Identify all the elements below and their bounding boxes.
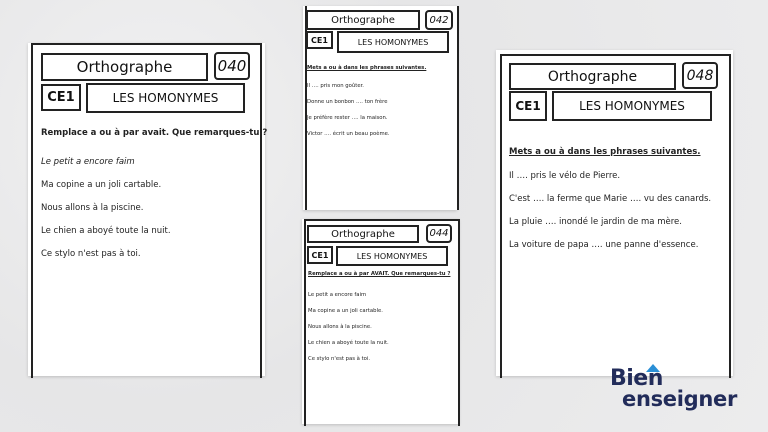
worksheet-number: 040 xyxy=(214,52,250,80)
worksheet-card-048 xyxy=(496,50,733,376)
exercise-sentence: Il …. pris le vélo de Pierre. xyxy=(509,171,621,181)
exercise-sentence: Ma copine a un joli cartable. xyxy=(308,308,383,314)
exercise-sentence: C'est …. la ferme que Marie …. vu des canards. xyxy=(509,194,712,204)
exercise-sentence: Victor …. écrit un beau poème. xyxy=(307,131,390,137)
exercise-sentence: Le chien a aboyé toute la nuit. xyxy=(41,226,171,236)
exercise-instruction: Remplace a ou à par avait. Que remarques-tu ? xyxy=(41,128,268,138)
worksheet-title: Orthographe xyxy=(41,53,208,81)
worksheet-title: Orthographe xyxy=(509,63,676,90)
worksheet-title: Orthographe xyxy=(306,10,420,30)
exercise-sentence: Nous allons à la piscine. xyxy=(41,203,144,213)
exercise-sentence: Il …. pris mon goûter. xyxy=(307,83,364,89)
worksheet-card-044 xyxy=(302,219,459,424)
worksheet-number: 042 xyxy=(425,10,453,30)
exercise-sentence: Ce stylo n'est pas à toi. xyxy=(41,249,141,259)
worksheet-subtitle: LES HOMONYMES xyxy=(86,83,245,113)
logo-word-enseigner: enseigner xyxy=(622,387,738,411)
worksheet-number: 048 xyxy=(682,62,718,89)
exercise-sentence: La pluie …. inondé le jardin de ma mère. xyxy=(509,217,682,227)
exercise-sentence: Je préfère rester …. la maison. xyxy=(307,115,388,121)
logo-word-bien: Bien xyxy=(610,366,663,391)
exercise-sentence: Le petit a encore faim xyxy=(41,157,135,167)
exercise-sentence: Le petit a encore faim xyxy=(308,292,367,298)
worksheet-number: 044 xyxy=(426,224,452,243)
exercise-sentence: Ce stylo n'est pas à toi. xyxy=(308,356,371,362)
exercise-sentence: Le chien a aboyé toute la nuit. xyxy=(308,340,389,346)
worksheet-subtitle: LES HOMONYMES xyxy=(336,246,448,266)
worksheet-level: CE1 xyxy=(509,91,547,121)
worksheet-level: CE1 xyxy=(307,246,333,264)
worksheet-subtitle: LES HOMONYMES xyxy=(552,91,712,121)
worksheet-card-040 xyxy=(28,43,268,376)
exercise-sentence: Donne un bonbon …. ton frère xyxy=(307,99,388,105)
exercise-instruction: Mets a ou à dans les phrases suivantes. xyxy=(509,147,701,157)
bien-enseigner-logo xyxy=(610,366,740,416)
exercise-instruction: Mets a ou à dans les phrases suivantes. xyxy=(307,65,427,71)
worksheet-title: Orthographe xyxy=(307,225,419,243)
exercise-sentence: Nous allons à la piscine. xyxy=(308,324,372,330)
exercise-sentence: La voiture de papa …. une panne d'essence. xyxy=(509,240,699,250)
worksheet-card-042 xyxy=(303,6,457,210)
exercise-instruction: Remplace a ou à par AVAIT. Que remarques-tu ? xyxy=(308,271,451,277)
worksheet-subtitle: LES HOMONYMES xyxy=(337,31,449,53)
worksheet-level: CE1 xyxy=(41,84,81,111)
worksheet-level: CE1 xyxy=(306,31,333,49)
exercise-sentence: Ma copine a un joli cartable. xyxy=(41,180,162,190)
